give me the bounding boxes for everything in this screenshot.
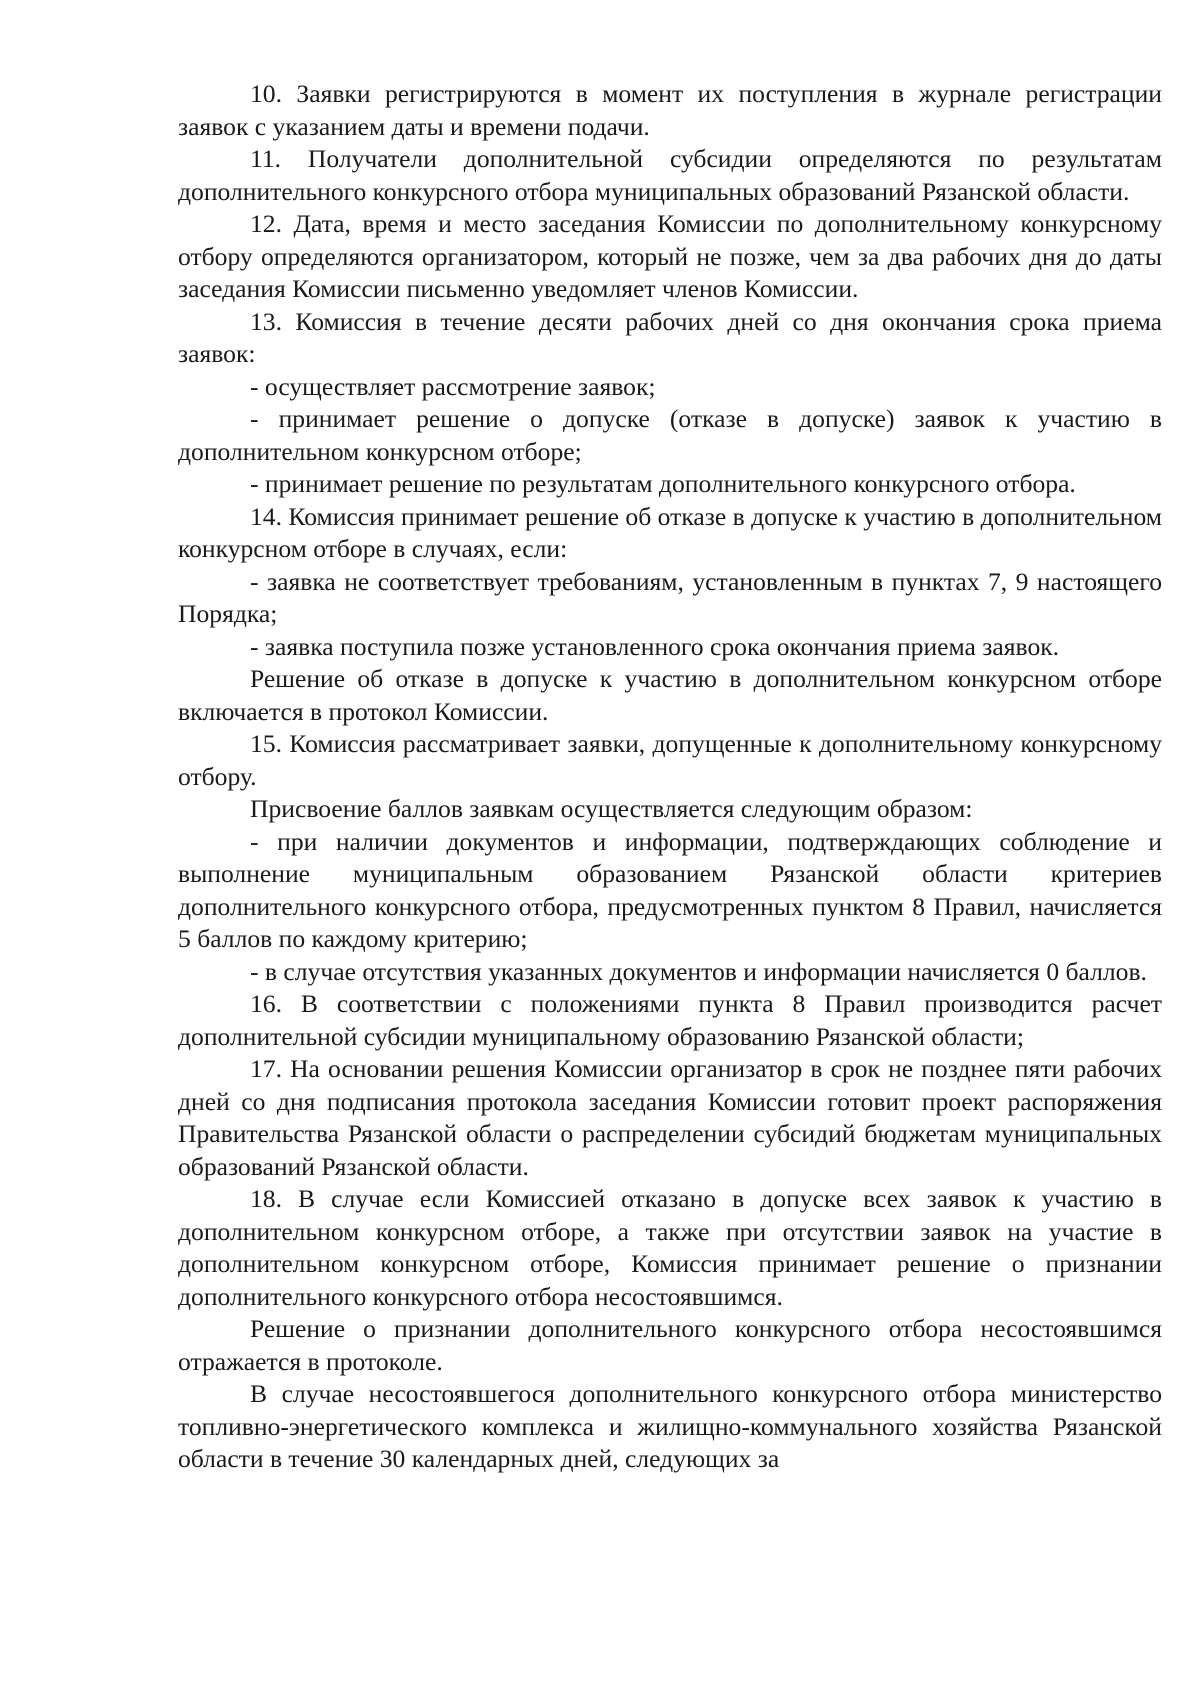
paragraph-list-item: - осуществляет рассмотрение заявок; [250,371,656,401]
paragraph-text: В случае несостоявшегося дополнительного конкурсного отбора министерство топливно-энергетического комплекса и жилищно-коммунального хозяйства Рязанской области в течение 30 календарных дней, следующих за [178,1379,1162,1473]
paragraph-list-item: - принимает решение по результатам дополнительного конкурсного отбора. [250,469,1076,498]
paragraph-text: Решение о признании дополнительного конкурсного отбора несостоявшимся отражается в протоколе. [178,1314,1162,1376]
paragraph-list-item: - заявка поступила позже установленного срока окончания приема заявок. [250,631,1060,661]
paragraph-list-item: - при наличии документов и информации, подтверждающих соблюдение и выполнение муниципальным образованием Рязанской области критериев дополнительного конкурсного отбора, предусмотренных пунктом 8 Правил, начисляется 5 баллов по каждому критерию; [178,826,1162,953]
paragraph-list-item: - в случае отсутствия указанных документов и информации начисляется 0 баллов. [250,956,1147,986]
paragraph-list-item: - заявка не соответствует требованиям, установленным в пунктах 7, 9 настоящего Порядка; [178,566,1162,628]
paragraph-text: Решение об отказе в допуске к участию в дополнительном конкурсном отборе включается в протокол Комиссии. [178,664,1162,726]
paragraph-text: Присвоение баллов заявкам осуществляется следующим образом: [250,794,973,823]
document-page [178,78,1162,1476]
paragraph-item-13: 13. Комиссия в течение десяти рабочих дней со дня окончания срока приема заявок: [178,306,1162,368]
paragraph-item-16: 16. В соответствии с положениями пункта 8 Правил производится расчет дополнительной субсидии муниципальному образованию Рязанской области; [178,989,1162,1051]
paragraph-item-18: 18. В случае если Комиссией отказано в допуске всех заявок к участию в дополнительном конкурсном отборе, а также при отсутствии заявок на участие в дополнительном конкурсном отборе, Комиссия принимает решение о признании дополнительного конкурсного отбора несостоявшимся. [178,1184,1162,1311]
paragraph-item-14: 14. Комиссия принимает решение об отказе в допуске к участию в дополнительном конкурсном отборе в случаях, если: [178,501,1162,563]
paragraph-item-15: 15. Комиссия рассматривает заявки, допущенные к дополнительному конкурсному отбору. [178,729,1162,791]
paragraph-list-item: - принимает решение о допуске (отказе в допуске) заявок к участию в дополнительном конкурсном отборе; [178,404,1162,466]
paragraph-item-11: 11. Получатели дополнительной субсидии определяются по результатам дополнительного конкурсного отбора муниципальных образований Рязанской области. [178,144,1162,206]
paragraph-item-12: 12. Дата, время и место заседания Комиссии по дополнительному конкурсному отбору определяются организатором, который не позже, чем за два рабочих дня до даты заседания Комиссии письменно уведомляет членов Комиссии. [178,209,1162,303]
paragraph-item-17: 17. На основании решения Комиссии организатор в срок не позднее пяти рабочих дней со дня подписания протокола заседания Комиссии готовит проект распоряжения Правительства Рязанской области о распределении субсидий бюджетам муниципальных образований Рязанской области. [178,1054,1162,1181]
paragraph-item-10: 10. Заявки регистрируются в момент их поступления в журнале регистрации заявок с указанием даты и времени подачи. [178,79,1162,141]
